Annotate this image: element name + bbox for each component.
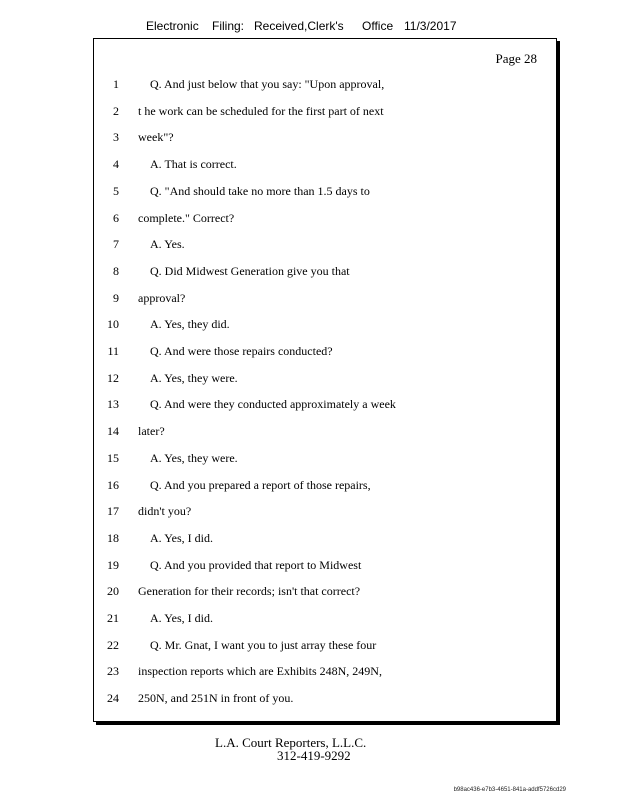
document-hash: b98ac436-e7b3-4651-841a-addf5726cd29 (453, 787, 566, 793)
line-number: 15 (107, 450, 119, 465)
line-number: 13 (107, 397, 119, 412)
line-text: A. Yes, they did. (150, 317, 230, 332)
line-number: 16 (107, 477, 119, 492)
line-number: 7 (113, 237, 119, 252)
line-number: 10 (107, 317, 119, 332)
line-number: 22 (107, 637, 119, 652)
line-text: complete." Correct? (138, 210, 235, 225)
footer-phone: 312-419-9292 (277, 748, 351, 763)
header-filing: Filing: (212, 19, 245, 33)
header-received: Received,Clerk's (254, 19, 344, 33)
line-text: Q. And you prepared a report of those repairs, (150, 477, 371, 492)
line-number: 23 (107, 664, 119, 679)
line-text: A. Yes, they were. (150, 370, 238, 385)
line-number: 17 (107, 504, 119, 519)
filing-header (0, 19, 618, 35)
line-text: Q. Mr. Gnat, I want you to just array these four (150, 637, 377, 652)
line-text: Q. And just below that you say: "Upon approval, (150, 77, 385, 91)
line-number: 9 (113, 290, 119, 305)
line-text: Generation for their records; isn't that correct? (138, 584, 361, 599)
line-text: Q. And were those repairs conducted? (150, 344, 333, 358)
line-text: A. Yes, I did. (150, 530, 214, 545)
line-number: 21 (107, 611, 119, 625)
line-text: didn't you? (138, 504, 192, 519)
header-date: 11/3/2017 (404, 19, 457, 33)
page-number: Page 28 (495, 51, 537, 66)
footer-company: L.A. Court Reporters, L.L.C. (215, 735, 367, 750)
line-text: A. That is correct. (150, 157, 237, 172)
line-text: inspection reports which are Exhibits 248N, 249N, (138, 664, 382, 679)
line-text: approval? (138, 290, 186, 305)
line-number: 19 (107, 557, 119, 572)
line-number: 14 (107, 424, 119, 439)
transcript-page (93, 38, 557, 722)
header-office: Office (362, 19, 394, 33)
line-text: week"? (138, 130, 174, 145)
line-number: 20 (107, 584, 119, 599)
line-text: A. Yes, I did. (150, 611, 214, 625)
line-number: 12 (107, 370, 119, 385)
line-text: A. Yes, they were. (150, 450, 238, 465)
line-number: 24 (107, 691, 119, 706)
line-number: 11 (107, 344, 119, 358)
line-number: 5 (113, 183, 119, 198)
line-number: 18 (107, 530, 119, 545)
line-text: later? (138, 424, 165, 439)
line-text: Q. Did Midwest Generation give you that (150, 263, 350, 278)
line-number: 8 (113, 263, 119, 278)
line-number: 2 (113, 103, 119, 118)
line-text: 250N, and 251N in front of you. (138, 691, 294, 706)
line-number: 3 (113, 130, 119, 145)
line-text: Q. "And should take no more than 1.5 days to (150, 183, 370, 198)
line-text: Q. And were they conducted approximately a week (150, 397, 396, 412)
line-number: 4 (113, 157, 119, 172)
line-number: 1 (113, 77, 119, 91)
header-electronic: Electronic (146, 19, 199, 33)
line-text: A. Yes. (150, 237, 185, 252)
line-text: Q. And you provided that report to Midwest (150, 557, 362, 572)
line-number: 6 (113, 210, 119, 225)
line-text: t he work can be scheduled for the first part of next (138, 103, 384, 118)
